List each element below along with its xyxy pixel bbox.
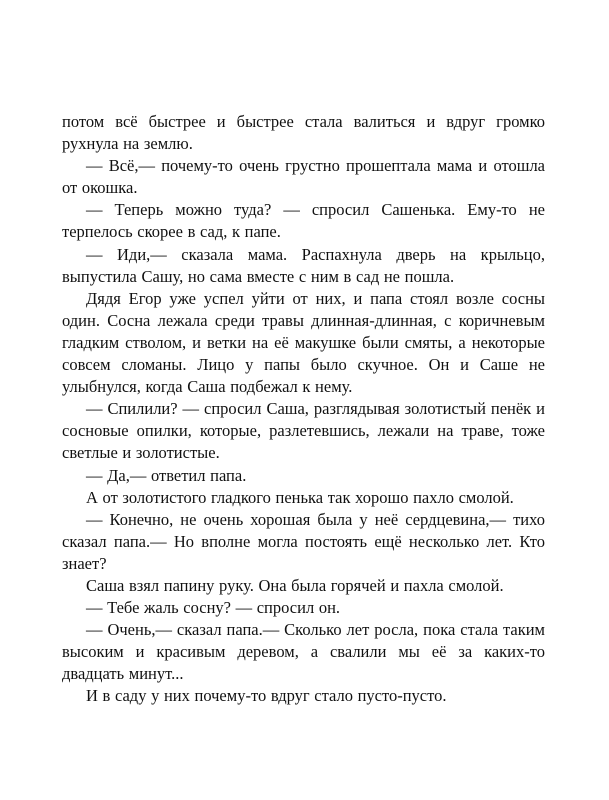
paragraph-6: — Спилили? — спросил Саша, разглядывая золотистый пенёк и сосновые опилки, которые, разлетевшись, лежали на траве, тоже светлые и золотистые. — [62, 399, 545, 463]
paragraph-5: Дядя Егор уже успел уйти от них, и папа стоял возле сосны один. Сосна лежала среди травы длинная-длинная, с коричневым гладким стволом, и ветки на её макушке были смяты, а некоторые совсем сломаны. Лицо у папы было скучное. Он и Саше не улыбнулся, когда Саша подбежал к нему. — [62, 288, 545, 397]
paragraph-13: И в саду у них почему-то вдруг стало пусто-пусто. — [86, 686, 447, 706]
paragraph-9: — Конечно, не очень хорошая была у неё сердцевина,— тихо сказал папа.— Но вполне могла постоять ещё несколько лет. Кто знает? — [62, 509, 545, 573]
paragraph-1: потом всё быстрее и быстрее стала валиться и вдруг громко рухнула на землю. — [62, 112, 545, 154]
paragraph-12: — Очень,— сказал папа.— Сколько лет росла, пока стала таким высоким и красивым деревом, а свалили мы её за каких-то двадцать минут... — [62, 620, 545, 684]
paragraph-11: — Тебе жаль сосну? — спросил он. — [86, 598, 341, 618]
paragraph-4: — Иди,— сказала мама. Распахнула дверь на крыльцо, выпустила Сашу, но сама вместе с ним в сад не пошла. — [62, 244, 545, 286]
paragraph-2: — Всё,— почему-то очень грустно прошептала мама и отошла от окошка. — [62, 156, 545, 198]
paragraph-3: — Теперь можно туда? — спросил Сашенька. Ему-то не терпелось скорее в сад, к папе. — [62, 200, 545, 242]
book-page-text — [62, 111, 545, 708]
paragraph-10: Саша взял папину руку. Она была горячей и пахла смолой. — [86, 575, 504, 595]
paragraph-8: А от золотистого гладкого пенька так хорошо пахло смолой. — [86, 487, 514, 507]
paragraph-7: — Да,— ответил папа. — [86, 465, 247, 485]
